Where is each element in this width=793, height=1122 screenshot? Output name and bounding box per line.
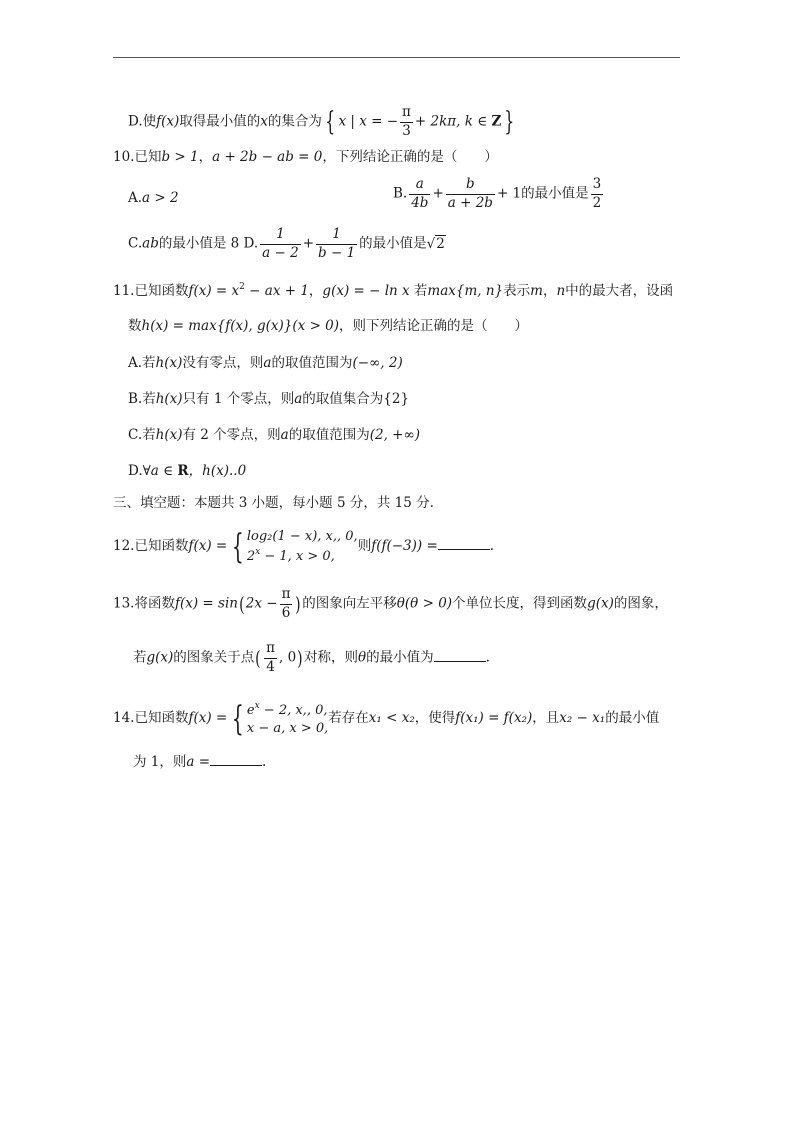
q11-fx: f(x) = x xyxy=(188,283,240,299)
q9-option-d: D.使f(x)取得最小值的x的集合为 { x | x = − $\frac{\pi}{3}$ + 2kπ, k ∈ Z } xyxy=(128,104,515,139)
q13-frac-pi6: $\frac{\pi}{6}$ xyxy=(281,586,291,621)
q12: 12.已知函数 f(x) = { log₂(1 − x), x,, 0, $2^x - 1$, x > 0, 则f(f(−3)) = . xyxy=(113,526,495,567)
q11-option-b: B.若h(x)只有 1 个零点，则a的取值集合为{2} xyxy=(128,391,410,407)
q11-hx-def: h(x) = max{f(x), g(x)}(x > 0) xyxy=(141,318,340,334)
q9-d-x: x xyxy=(260,113,268,130)
q14-line1: 14.已知函数 f(x) = { $e^x - 2$, x,, 0, x − a, x > 0, 若存在x₁ < x₂，使得f(x₁) = f(x₂)，且x₂ − x₁的最小值 xyxy=(113,698,660,739)
q11-stem-line2: 数h(x) = max{f(x), g(x)}(x > 0)，则下列结论正确的是（ ） xyxy=(128,318,529,334)
q9-d-prefix: D.使 xyxy=(128,113,157,130)
q14-eq: f(x₁) = f(x₂) xyxy=(455,710,533,727)
q10-d-frac2: $\frac{1}{b - 1}$ xyxy=(318,226,356,261)
q9-d-fx: f(x) xyxy=(156,113,180,130)
q10-option-b: B. $\frac{a}{4b}$ + $\frac{b}{a + 2b}$ + 1的最小值是 $\frac{3}{2}$ xyxy=(393,176,602,211)
q14-cases: $e^x - 2$, x,, 0, x − a, x > 0, xyxy=(246,701,329,736)
q12-fx: f(x) = xyxy=(188,537,228,554)
q11-reals: R xyxy=(177,463,189,479)
q12-cases: log₂(1 − x), x,, 0, $2^x - 1$, x > 0, xyxy=(246,529,358,564)
q11-option-d: D.∀a ∈ R，h(x)..0 xyxy=(128,463,247,479)
q10-b-frac1: $\frac{a}{4b}$ xyxy=(411,176,429,211)
q13-line1: 13.将函数f(x) = sin(2x − $\frac{\pi}{6}$ )的图象向左平移θ(θ > 0)个单位长度，得到函数g(x)的图象， xyxy=(113,586,668,621)
q13-frac-pi4: $\frac{\pi}{4}$ xyxy=(266,640,275,675)
header-rule xyxy=(113,57,680,58)
q9-frac-pi3: $\frac{\pi}{3}$ xyxy=(402,104,411,139)
q14-cond: x₁ < x₂ xyxy=(368,710,415,727)
q11-stem-line1: 11.已知函数$f(x) = x^2$ − ax + 1，g(x) = − ln x 若max{m, n}表示m，n中的最大者，设函 xyxy=(113,282,674,299)
q9-set-lhs: x | x = − xyxy=(338,113,399,130)
q10-b-frac2: $\frac{b}{a + 2b}$ xyxy=(447,176,493,211)
q10-option-a: A.a > 2 xyxy=(128,190,179,206)
q10-b-text: 的最小值是 xyxy=(521,185,589,202)
q13-answer-blank xyxy=(434,649,486,662)
q11-max: max{m, n} xyxy=(427,283,504,299)
q13-theta: θ(θ > 0) xyxy=(396,595,453,612)
q11-b-set: {2} xyxy=(383,391,410,407)
q14-answer-blank xyxy=(210,753,262,766)
q10-option-cd: C.ab的最小值是 8 D. $\frac{1}{a - 2}$ + $\frac{1}{b - 1}$ 的最小值是√2 xyxy=(128,226,445,261)
q12-expr: f(f(−3)) = xyxy=(371,538,438,555)
q10-d-text: 的最小值是 xyxy=(359,235,427,252)
q11-option-a: A.若h(x)没有零点，则a的取值范围为(−∞, 2) xyxy=(128,355,403,371)
q10-stem: 10.已知b > 1，a + 2b − ab = 0，下列结论正确的是（ ） xyxy=(113,149,498,165)
q10-a-expr: a > 2 xyxy=(142,190,179,206)
q10-c-ab: ab xyxy=(142,235,159,252)
q10-d-sqrt: √2 xyxy=(426,235,445,252)
q10-c-text: 的最小值是 8 xyxy=(158,235,240,252)
q11-gx: g(x) = − ln x xyxy=(322,283,410,299)
q11-option-c: C.若h(x)有 2 个零点，则a的取值范围为(2, +∞) xyxy=(128,427,420,443)
q10-cond1: b > 1 xyxy=(161,149,199,165)
q10-d-frac1: $\frac{1}{a - 2}$ xyxy=(262,226,299,261)
q13-line2: 若g(x)的图象关于点( $\frac{\pi}{4}$ , 0)对称，则θ的最小值为 . xyxy=(133,640,490,675)
q10-b-frac3: $\frac{3}{2}$ xyxy=(592,176,602,211)
q14-fx: f(x) = xyxy=(188,709,228,726)
q13-fx: f(x) = sin xyxy=(174,595,238,612)
q11-a-range: (−∞, 2) xyxy=(352,355,403,371)
q9-d-mid: 取得最小值的 xyxy=(179,113,261,130)
q14-line2: 为 1，则a = . xyxy=(133,754,267,770)
q11-c-range: (2, +∞) xyxy=(369,427,420,443)
q10-cond2: a + 2b − ab = 0 xyxy=(212,149,323,165)
q9-integers: Z xyxy=(491,113,502,130)
q10-prefix: 10.已知 xyxy=(113,149,162,165)
q12-answer-blank xyxy=(438,537,490,550)
q9-d-suffix: 的集合为 xyxy=(267,113,322,130)
q9-set-rhs: + 2kπ, k ∈ xyxy=(414,113,492,130)
q10-suffix: ，下列结论正确的是（ ） xyxy=(322,149,498,165)
section-3-header: 三、填空题：本题共 3 小题，每小题 5 分，共 15 分. xyxy=(113,495,434,511)
